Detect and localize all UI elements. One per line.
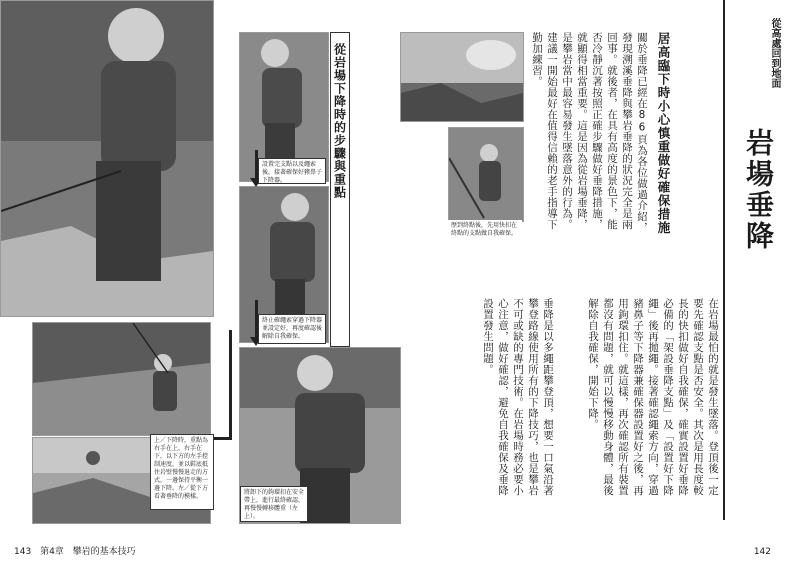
body-paragraph-1: 在岩場最怕的就是發生墜落。登頂後一定要先確認支點是否安全。其次是用長度較長的快扣做好自我確保，確實設置好垂降必備的「架設垂降支點」及「設置好下降繩」後再拋繩。接著確認繩索方向，穿過豬鼻子等下降器兼確保器設置好之後，再用鉤環扣住。就這樣，再次確認所有裝置都沒有問題，就可以慢慢移動身體，最後解除自我確保，開始下降。 (587, 298, 719, 496)
photo-step-4a (32, 322, 211, 436)
caption-step-2: 終止確繩索穿過下降器並設定好，再度確認後解除自我確保。 (258, 314, 326, 344)
chapter-sidebar (726, 0, 786, 110)
photo-climber-large (0, 0, 214, 317)
photo-top-anchor (448, 127, 524, 222)
footer-left-section: 攀岩的基本技巧 (72, 547, 136, 557)
body-paragraph-2: 垂降是以多繩距攀登頂，想要一口氣沿著攀登路線使用所有的下降技巧，也是攀岩不可或缺的專門技術。在岩場時務必要小心注意，做好確認，避免自我確保及垂降設置發生問題。 (482, 298, 554, 496)
caption-step-1: 設置完支點以及繩索後，接著確保好豬鼻子下降器。 (258, 158, 326, 184)
intro-paragraph: 關於垂降已經在86頁為各位做過介紹，發現溯溪垂降與攀岩垂降的狀況完全是兩回事。就後者，在具有高度的景色下，能否冷靜沉著按照正確步驟做好垂降措施，就顯得相當重要。這是因為從岩場垂降，是攀岩當中最容易發生墜落意外的行為。建議一開始最好在值得信賴的老手指導下勤加練習。 (531, 32, 648, 233)
photo-top-summit (400, 32, 524, 122)
footer-left-page: 143 (14, 547, 32, 557)
section-subtitle: 居高臨下時小心慎重做好確保措施 (656, 32, 671, 235)
step-arrow-3-bar (212, 437, 232, 440)
footer-left (14, 544, 136, 557)
step-arrow-3 (229, 330, 232, 440)
page-title: 岩場垂降 (742, 128, 775, 252)
footer-right-page: 142 (753, 547, 771, 557)
caption-step-4: 上／下降時，重點為右手在上，右手在下，以下方的左手控制速度，並以鞋底抵住岩壁慢慢退走的方式，一邊保持平衡一邊下降。左／從下方看著垂降的模樣。 (150, 434, 214, 510)
chapter-label: 從高處回到地面 (769, 18, 780, 88)
caption-top-photo: 歷到終點後，先用快扣在終點的支點做自我確保。 (448, 220, 522, 244)
steps-header: 從岩場下降時的步驟與重點 (330, 32, 350, 347)
caption-step-3: 將卸下的鉤環扣在安全帶上，進行最終確認，再慢慢轉移體重（左上）。 (240, 486, 308, 522)
sidebar-rule (723, 0, 725, 520)
footer-left-chapter: 第4章 (40, 547, 64, 557)
